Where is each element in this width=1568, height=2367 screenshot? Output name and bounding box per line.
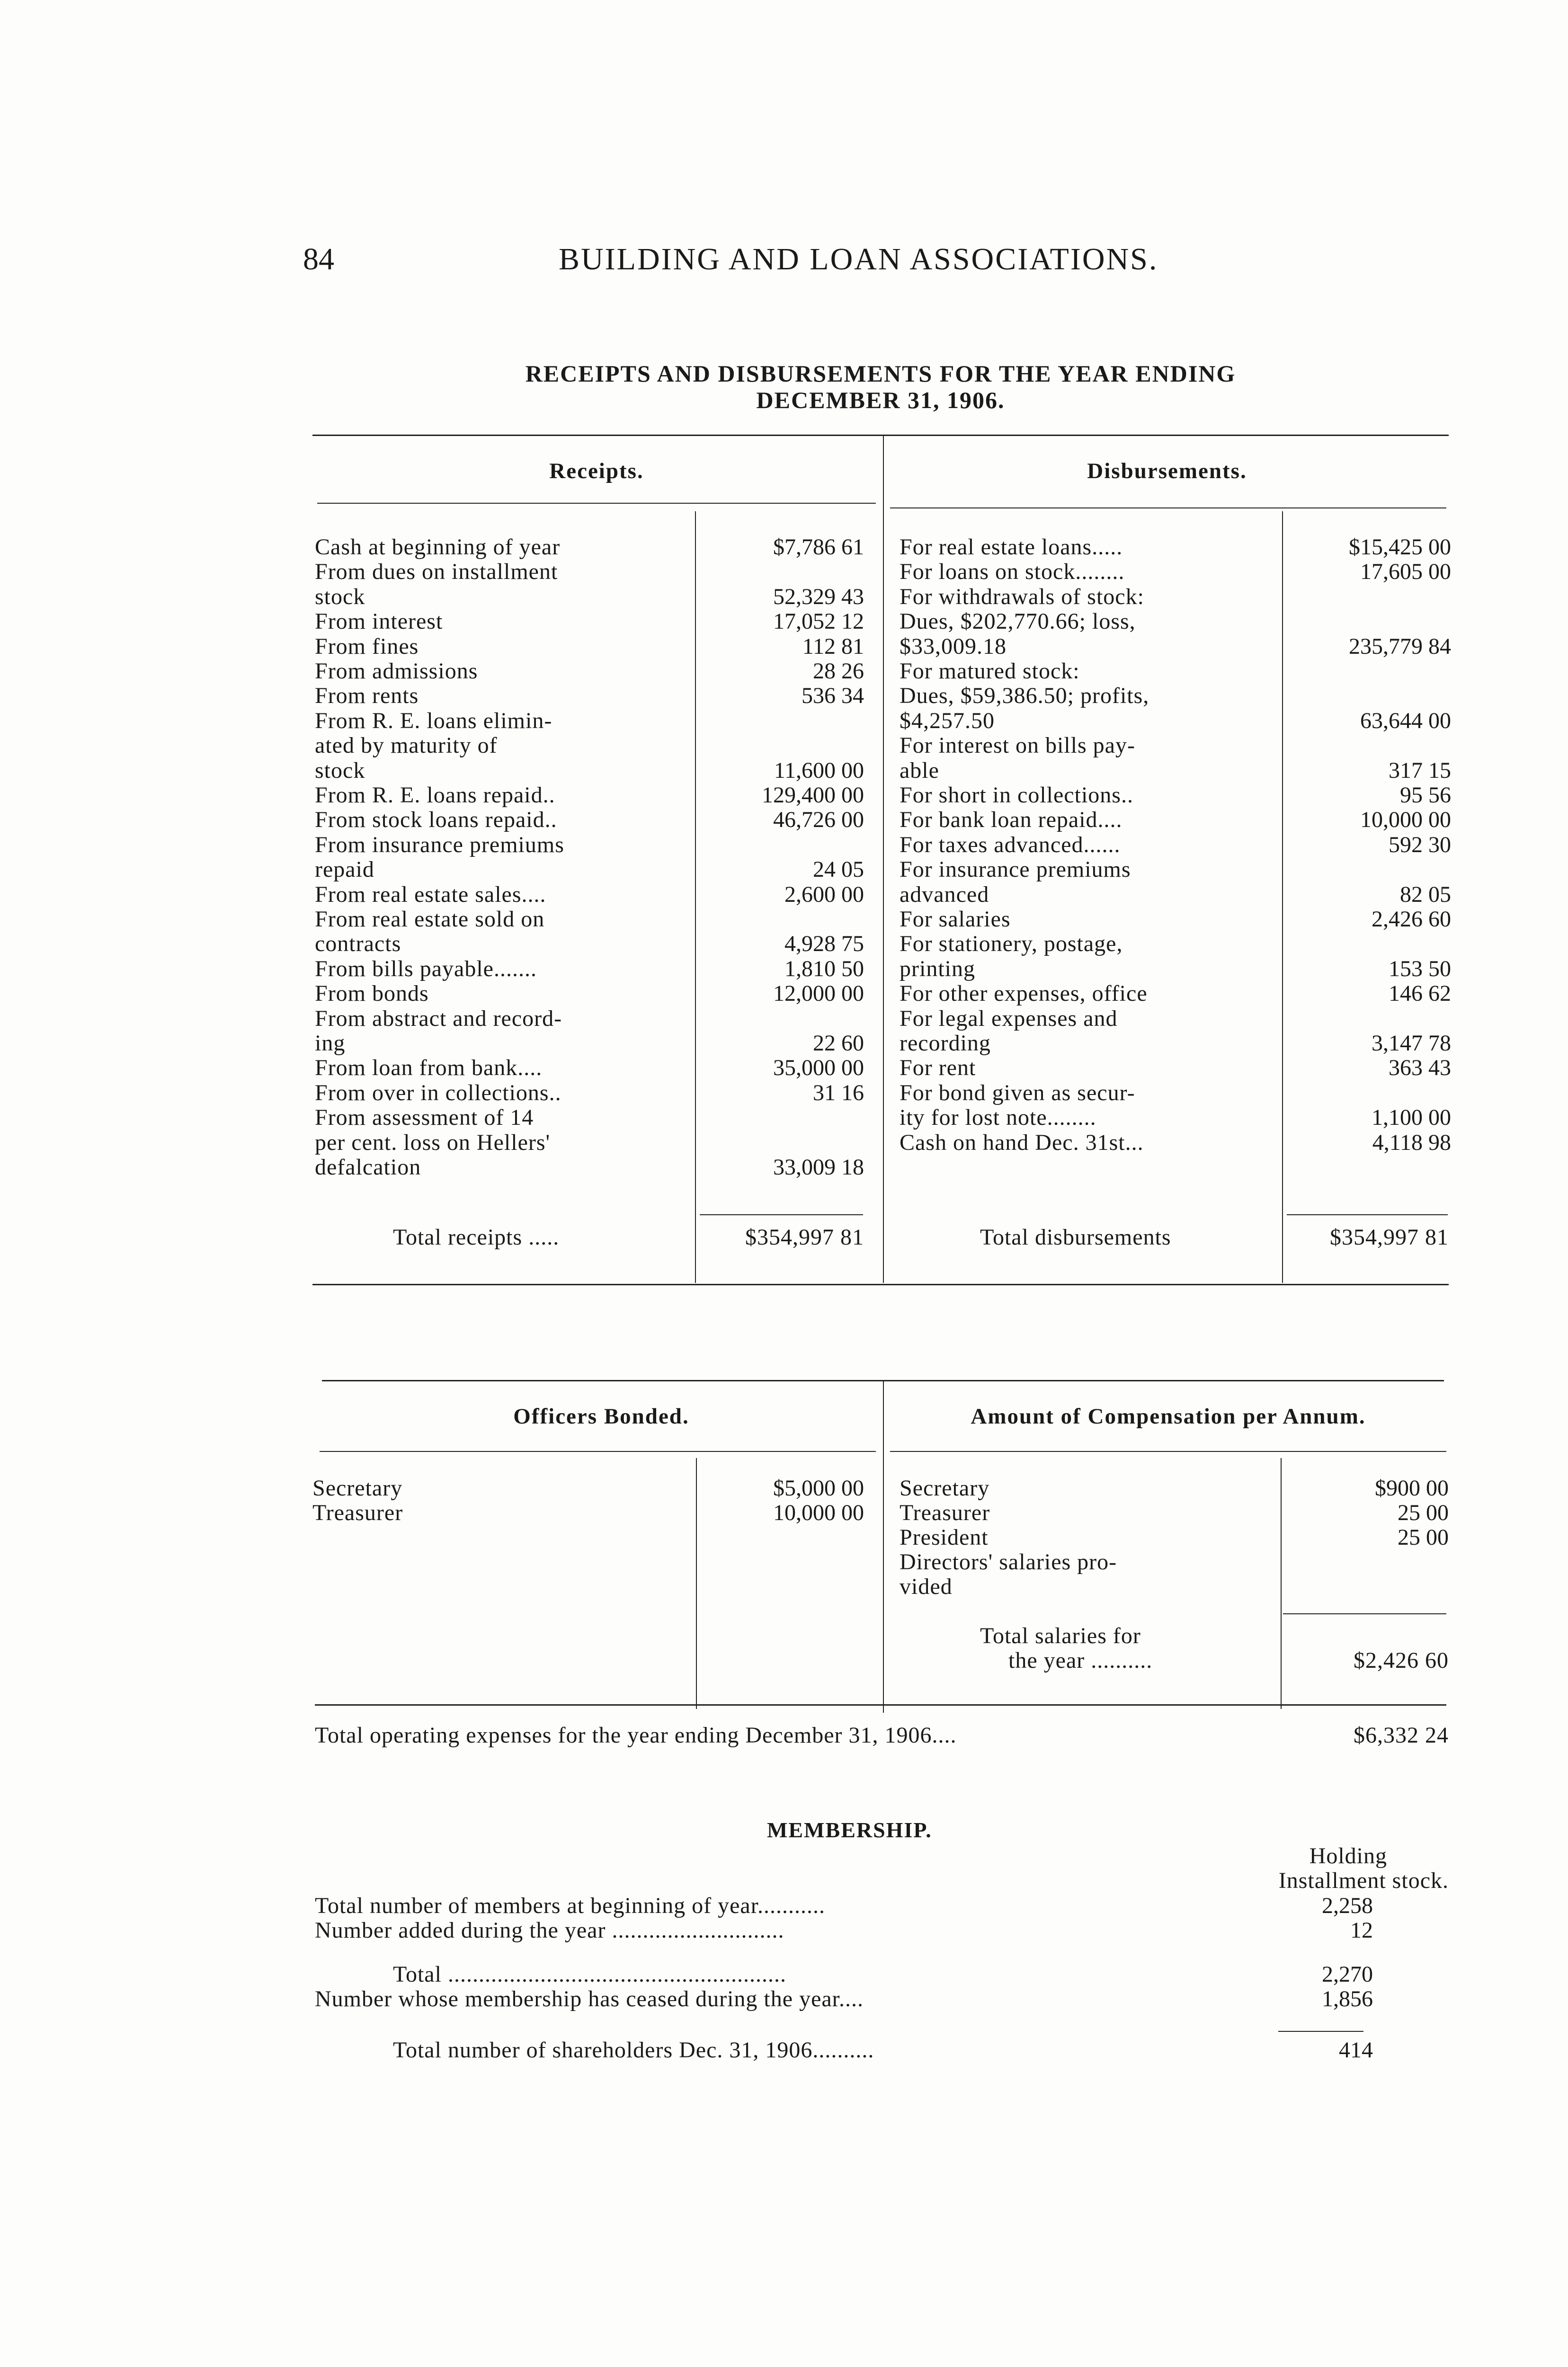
receipts-total-rule <box>700 1214 863 1215</box>
table-row <box>315 609 864 634</box>
row-label: defalcation <box>315 1155 421 1180</box>
row-label: For taxes advanced...... <box>900 832 1121 857</box>
table-row <box>315 535 864 560</box>
row-amount: 31 16 <box>813 1080 864 1105</box>
row-amount: 28 26 <box>813 658 864 684</box>
table-row <box>315 1056 864 1080</box>
row-label: ity for lost note........ <box>900 1105 1096 1130</box>
table-row <box>315 684 864 708</box>
row-amount: 25 00 <box>1398 1500 1449 1525</box>
row-amount: 95 56 <box>1400 783 1451 808</box>
row-label: For stationery, postage, <box>900 932 1123 957</box>
membership-row-value: 1,856 <box>1322 1986 1373 2011</box>
table-row <box>315 981 864 1006</box>
row-label: repaid <box>315 857 374 882</box>
receipts-disbursements-title-line1: RECEIPTS AND DISBURSEMENTS FOR THE YEAR ENDING <box>525 360 1236 387</box>
row-label: For matured stock: <box>900 659 1080 684</box>
table-row <box>315 634 864 659</box>
officers-bonded-heading: Officers Bonded. <box>513 1404 689 1429</box>
row-amount: 1,100 00 <box>1372 1105 1451 1130</box>
row-amount: 11,600 00 <box>774 757 864 783</box>
receipts-total-amount: $354,997 81 <box>745 1225 864 1250</box>
row-label: From insurance premiums <box>315 832 564 857</box>
row-label: From abstract and record- <box>315 1006 562 1031</box>
row-label: Cash on hand Dec. 31st... <box>900 1130 1144 1155</box>
row-label: For rent <box>900 1056 976 1081</box>
row-amount: 1,810 50 <box>784 956 864 981</box>
table-row <box>315 659 864 684</box>
row-amount: 112 81 <box>802 633 864 659</box>
row-label: For legal expenses and <box>900 1006 1118 1031</box>
row-label: Dues, $59,386.50; profits, <box>900 684 1149 709</box>
row-label: stock <box>315 758 365 783</box>
row-amount: 153 50 <box>1389 956 1451 981</box>
table-row <box>900 560 1451 584</box>
table-row <box>315 1031 864 1056</box>
row-label: From bills payable....... <box>315 956 537 981</box>
row-label: Directors' salaries pro- <box>900 1550 1117 1575</box>
row-amount: 12,000 00 <box>773 981 864 1006</box>
operating-expenses-amount: $6,332 24 <box>1354 1723 1449 1748</box>
membership-col-head-2: Installment stock. <box>1278 1868 1449 1893</box>
row-amount: 17,052 12 <box>773 609 864 634</box>
row-label: For salaries <box>900 907 1011 932</box>
row-amount: 536 34 <box>802 683 864 709</box>
row-amount: 146 62 <box>1389 981 1451 1006</box>
table-row <box>315 733 864 758</box>
row-label: From dues on installment <box>315 560 558 585</box>
row-label: From admissions <box>315 659 478 684</box>
row-amount: 25 00 <box>1398 1525 1449 1550</box>
table-row <box>900 957 1451 981</box>
row-label: ing <box>315 1031 346 1056</box>
table-bottom-rule <box>312 1284 1449 1285</box>
disbursements-heading: Disbursements. <box>1087 459 1247 483</box>
row-label: Treasurer <box>900 1501 990 1525</box>
compensation-total-rule <box>1283 1613 1446 1614</box>
membership-total-rule <box>1278 2031 1363 2032</box>
table-row <box>900 857 1451 882</box>
membership-row-label: Total ....................................................... <box>393 1962 786 1987</box>
table-row <box>315 1081 864 1105</box>
disbursements-total-amount: $354,997 81 <box>1330 1225 1449 1250</box>
table-row <box>900 1501 1449 1525</box>
membership-row <box>393 2038 1373 2063</box>
row-label: $33,009.18 <box>900 634 1007 659</box>
table-row <box>900 684 1451 708</box>
row-label: From fines <box>315 634 419 659</box>
row-amount: 35,000 00 <box>773 1055 864 1081</box>
row-label: From R. E. loans elimin- <box>315 708 552 733</box>
table-row <box>900 882 1451 907</box>
officers-bottom-rule <box>315 1704 1446 1706</box>
table-row <box>315 833 864 857</box>
row-label: vided <box>900 1575 953 1599</box>
membership-row <box>315 1918 1373 1943</box>
membership-row-label: Total number of shareholders Dec. 31, 1906.......... <box>393 2038 874 2063</box>
table-row <box>900 1130 1451 1155</box>
row-amount: 2,426 60 <box>1372 907 1451 932</box>
row-amount: 10,000 00 <box>773 1500 864 1525</box>
row-label: For real estate loans..... <box>900 535 1123 560</box>
row-label: Cash at beginning of year <box>315 535 561 560</box>
total-salaries-label-1: Total salaries for <box>980 1623 1141 1648</box>
row-amount: 10,000 00 <box>1360 807 1451 833</box>
row-label: From over in collections.. <box>315 1080 561 1105</box>
row-label: able <box>900 758 939 783</box>
table-row <box>315 758 864 783</box>
row-amount: 363 43 <box>1389 1055 1451 1081</box>
table-row <box>900 758 1451 783</box>
row-amount: $7,786 61 <box>773 534 864 560</box>
receipts-disbursements-title-line2: DECEMBER 31, 1906. <box>756 387 1005 413</box>
row-label: For short in collections.. <box>900 783 1133 808</box>
row-label: Dues, $202,770.66; loss, <box>900 609 1136 634</box>
table-row <box>900 634 1451 659</box>
row-amount: 129,400 00 <box>762 783 864 808</box>
membership-row <box>393 1962 1373 1987</box>
officers-center-divider <box>883 1381 884 1713</box>
operating-expenses-label: Total operating expenses for the year ending December 31, 1906.... <box>315 1723 957 1748</box>
membership-row-label: Number added during the year ............................ <box>315 1918 784 1943</box>
table-row <box>315 783 864 808</box>
row-amount: 24 05 <box>813 857 864 882</box>
row-amount: 22 60 <box>813 1031 864 1056</box>
table-row <box>315 808 864 832</box>
table-row <box>900 709 1451 733</box>
row-amount: 235,779 84 <box>1349 633 1451 659</box>
row-amount: 317 15 <box>1389 757 1451 783</box>
row-label: printing <box>900 956 975 981</box>
row-label: For interest on bills pay- <box>900 733 1135 758</box>
membership-row-value: 414 <box>1339 2038 1373 2063</box>
table-row <box>900 907 1451 932</box>
row-amount: 63,644 00 <box>1360 708 1451 733</box>
table-row <box>315 957 864 981</box>
row-label: From real estate sold on <box>315 907 545 932</box>
row-label: From assessment of 14 <box>315 1105 534 1130</box>
table-row <box>900 1550 1449 1575</box>
receipts-heading: Receipts. <box>549 459 644 483</box>
table-row <box>312 1476 864 1501</box>
row-label: From stock loans repaid.. <box>315 808 557 833</box>
receipts-head-rule <box>317 503 876 504</box>
table-row <box>315 709 864 733</box>
row-label: For loans on stock........ <box>900 560 1125 585</box>
row-label: per cent. loss on Hellers' <box>315 1130 551 1155</box>
row-label: ated by maturity of <box>315 733 498 758</box>
row-label: $4,257.50 <box>900 708 995 733</box>
row-label: From interest <box>315 609 443 634</box>
membership-row-label: Total number of members at beginning of year........... <box>315 1894 826 1918</box>
table-row <box>900 808 1451 832</box>
table-row <box>900 1031 1451 1056</box>
row-amount: $5,000 00 <box>773 1476 864 1501</box>
row-label: For other expenses, office <box>900 981 1148 1006</box>
compensation-heading: Amount of Compensation per Annum. <box>971 1404 1366 1429</box>
table-row <box>900 609 1451 634</box>
row-label: Treasurer <box>312 1501 403 1525</box>
table-row <box>315 560 864 584</box>
total-salaries-amount: $2,426 60 <box>1354 1648 1449 1673</box>
membership-row-value: 12 <box>1350 1918 1373 1943</box>
membership-row-label: Number whose membership has ceased during the year.... <box>315 1987 864 2011</box>
table-row <box>900 1105 1451 1130</box>
disbursements-total-label: Total disbursements <box>980 1225 1171 1250</box>
officers-head-rule-left <box>320 1451 876 1452</box>
row-amount: 2,600 00 <box>784 881 864 907</box>
disbursements-total-rule <box>1287 1214 1448 1215</box>
running-title: BUILDING AND LOAN ASSOCIATIONS. <box>559 242 1158 276</box>
table-row <box>315 932 864 956</box>
row-amount: 4,118 98 <box>1372 1130 1451 1155</box>
row-label: From rents <box>315 684 419 709</box>
row-label: stock <box>315 584 365 609</box>
table-row <box>900 1525 1449 1550</box>
officers-head-rule-right <box>890 1451 1446 1452</box>
table-row <box>900 1081 1451 1105</box>
table-row <box>900 1056 1451 1080</box>
disbursements-head-rule <box>890 507 1446 508</box>
table-row <box>900 1006 1451 1031</box>
row-label: From loan from bank.... <box>315 1056 543 1081</box>
row-amount: 3,147 78 <box>1372 1031 1451 1056</box>
table-row <box>900 1476 1449 1501</box>
table-row <box>315 857 864 882</box>
table-row <box>315 1006 864 1031</box>
receipts-total-label: Total receipts ..... <box>393 1225 560 1250</box>
row-label: For bank loan repaid.... <box>900 808 1123 833</box>
row-label: For bond given as secur- <box>900 1080 1135 1105</box>
table-row <box>315 1105 864 1130</box>
row-amount: 82 05 <box>1400 881 1451 907</box>
row-label: contracts <box>315 932 401 957</box>
table-row <box>900 932 1451 956</box>
row-label: From R. E. loans repaid.. <box>315 783 555 808</box>
membership-row <box>315 1894 1373 1918</box>
row-label: Secretary <box>312 1476 403 1501</box>
row-label: For insurance premiums <box>900 857 1131 882</box>
table-row <box>900 783 1451 808</box>
row-amount: 592 30 <box>1389 832 1451 857</box>
membership-row-value: 2,270 <box>1322 1962 1373 1987</box>
row-label: President <box>900 1525 989 1550</box>
row-label: advanced <box>900 882 989 907</box>
table-row <box>900 659 1451 684</box>
table-row <box>315 585 864 609</box>
row-amount: 17,605 00 <box>1360 559 1451 585</box>
table-row <box>900 535 1451 560</box>
table-row <box>900 1575 1449 1599</box>
table-row <box>900 733 1451 758</box>
row-amount: 52,329 43 <box>773 584 864 609</box>
membership-title: MEMBERSHIP. <box>767 1818 932 1842</box>
row-label: Secretary <box>900 1476 990 1501</box>
table-row <box>315 1130 864 1155</box>
page-number: 84 <box>303 242 334 276</box>
row-label: From real estate sales.... <box>315 882 546 907</box>
row-amount: $15,425 00 <box>1349 534 1451 560</box>
table-row <box>900 981 1451 1006</box>
row-label: From bonds <box>315 981 429 1006</box>
table-row <box>315 1155 864 1180</box>
table-row <box>315 882 864 907</box>
total-salaries-label-2: the year .......... <box>1008 1648 1153 1673</box>
row-label: recording <box>900 1031 991 1056</box>
row-amount: 33,009 18 <box>773 1155 864 1180</box>
row-label: For withdrawals of stock: <box>900 584 1144 609</box>
table-row <box>900 833 1451 857</box>
table-row <box>900 585 1451 609</box>
row-amount: 4,928 75 <box>784 931 864 957</box>
table-center-divider <box>883 436 884 1283</box>
table-row <box>315 907 864 932</box>
row-amount: $900 00 <box>1375 1476 1449 1501</box>
row-amount: 46,726 00 <box>773 807 864 833</box>
table-top-rule <box>312 435 1449 436</box>
membership-col-head-1: Holding <box>1309 1843 1387 1869</box>
table-row <box>312 1501 864 1525</box>
membership-row-value: 2,258 <box>1322 1893 1373 1918</box>
membership-row <box>315 1987 1373 2011</box>
